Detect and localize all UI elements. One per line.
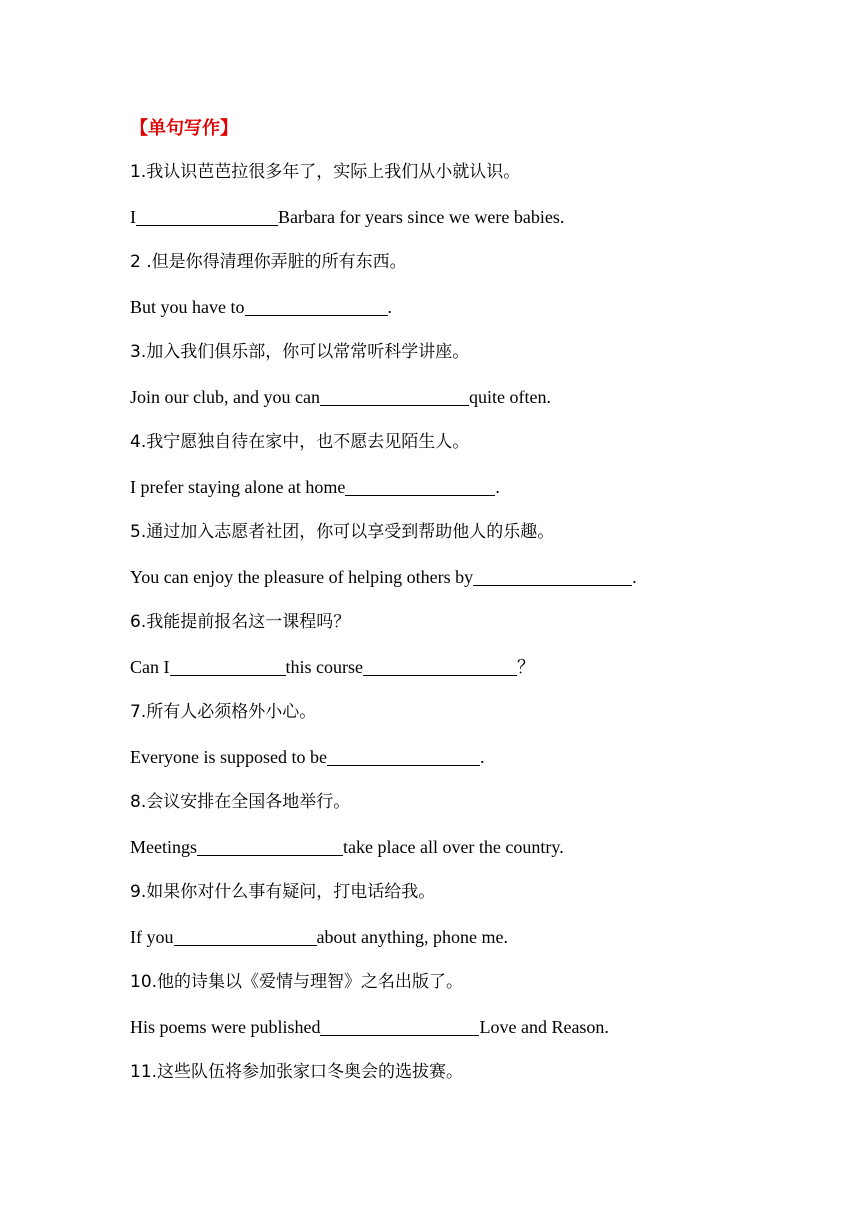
text-segment: this course [285,657,363,677]
question-1-chinese: 1.我认识芭芭拉很多年了，实际上我们从小就认识。 [130,162,521,182]
question-9-chinese: 9.如果你对什么事有疑问，打电话给我。 [130,882,436,902]
question-11-chinese: 11.这些队伍将参加张家口冬奥会的选拔赛。 [130,1062,464,1082]
text-segment: You can enjoy the pleasure of helping others by [130,567,474,587]
answer-blank[interactable] [473,567,632,586]
text-segment: about anything, phone me. [316,927,508,947]
question-5-english [130,565,637,589]
question-9-english [130,925,508,949]
text-segment: I [130,207,136,227]
question-7-english [130,745,484,769]
text-segment: . [495,477,500,497]
text-segment: Can I [130,657,170,677]
answer-blank[interactable] [170,657,286,676]
text-segment: take place all over the country. [343,837,564,857]
answer-blank[interactable] [327,747,480,766]
answer-blank[interactable] [136,207,278,226]
text-segment: . [632,567,637,587]
question-8-english [130,835,564,859]
text-segment: . [387,297,392,317]
text-segment: Meetings [130,837,197,857]
question-6-chinese: 6.我能提前报名这一课程吗？ [130,612,351,632]
text-segment: . [479,747,485,767]
question-6-english [130,655,535,679]
question-3-english [130,385,551,409]
text-segment: But you have to [130,297,245,317]
answer-blank[interactable] [174,927,317,946]
answer-blank[interactable] [363,657,517,676]
answer-blank[interactable] [197,837,343,856]
text-segment: quite often. [468,387,551,407]
answer-blank[interactable] [345,477,495,496]
question-10-chinese: 10.他的诗集以《爱情与理智》之名出版了。 [130,972,464,992]
question-8-chinese: 8.会议安排在全国各地举行。 [130,792,351,812]
text-segment: If you [130,927,174,947]
question-3-chinese: 3.加入我们俱乐部，你可以常常听科学讲座。 [130,342,470,362]
text-segment: Everyone is supposed to be [130,747,327,767]
answer-blank[interactable] [320,1017,479,1036]
question-5-chinese: 5.通过加入志愿者社团，你可以享受到帮助他人的乐趣。 [130,522,555,542]
question-2-english [130,295,392,319]
answer-blank[interactable] [320,387,469,406]
text-segment: I prefer staying alone at home [130,477,346,497]
section-heading: 【单句写作】 [130,118,238,139]
text-segment: ？ [516,657,535,677]
text-segment: His poems were published [130,1017,321,1037]
question-7-chinese: 7.所有人必须格外小心。 [130,702,317,722]
question-10-english [130,1015,609,1039]
question-4-chinese: 4.我宁愿独自待在家中，也不愿去见陌生人。 [130,432,470,452]
question-2-chinese: 2 .但是你得清理你弄脏的所有东西。 [130,252,407,272]
text-segment: Barbara for years since we were babies. [278,207,565,227]
text-segment: Love and Reason. [479,1017,609,1037]
question-4-english [130,475,500,499]
question-1-english [130,205,564,229]
text-segment: Join our club, and you can [130,387,320,407]
answer-blank[interactable] [245,297,388,316]
